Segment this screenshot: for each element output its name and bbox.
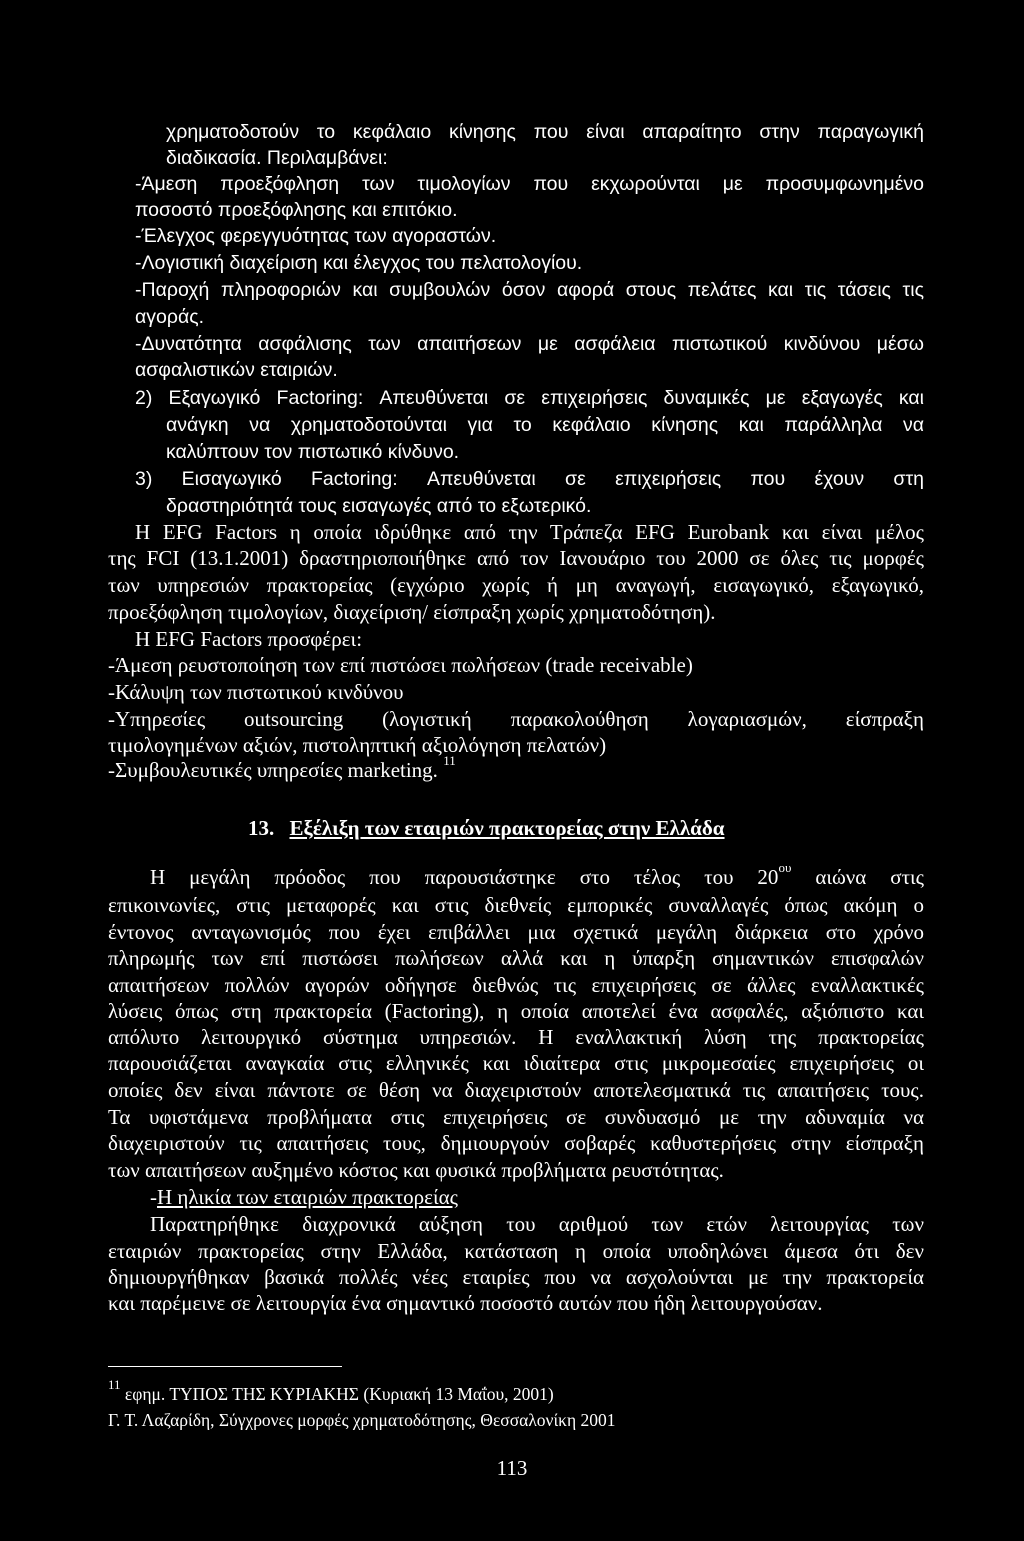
text-fragment: Η μεγάλη πρόοδος που παρουσιάστηκε στο τέλος του 20: [150, 865, 779, 889]
text-line: [108, 753, 456, 783]
text-line: -Παροχή πληροφοριών και συμβουλών όσον αφορά στους πελάτες και τις τάσεις τις: [135, 279, 924, 301]
text-line: και παρέμεινε σε λειτουργία ένα σημαντικό ποσοστό αυτών που ήδη λειτουργούσαν.: [108, 1291, 823, 1315]
text-line: αγοράς.: [135, 306, 205, 328]
section-heading: [248, 815, 725, 841]
text-line: Παρατηρήθηκε διαχρονικά αύξηση του αριθμού των ετών λειτουργίας των: [150, 1212, 924, 1236]
text-line: -Άμεση προεξόφληση των τιμολογίων που εκχωρούνται με προσυμφωνημένο: [135, 173, 924, 195]
text-line: 3) Εισαγωγικό Factoring: Απευθύνεται σε επιχειρήσεις που έχουν στη: [135, 468, 924, 490]
text-line: -Κάλυψη των πιστωτικού κινδύνου: [108, 680, 404, 704]
text-line: πληρωμής των επί πιστώσει πωλήσεων αλλά και η ύπαρξη σημαντικών επισφαλών: [108, 946, 924, 970]
subsection-title: Η ηλικία των εταιριών πρακτορείας: [157, 1185, 458, 1209]
footnote-marker: 11: [108, 1377, 121, 1393]
text-line: τιμολογημένων αξιών, πιστοληπτική αξιολόγηση πελατών): [108, 733, 607, 757]
text-line: -Έλεγχος φερεγγυότητας των αγοραστών.: [135, 225, 497, 247]
section-title: Εξέλιξη των εταιριών πρακτορείας στην Ελλάδα: [289, 816, 725, 840]
text-line: δημιουργήθηκαν βασικά πολλές νέες εταιρίες που να ασχολούνται με την πρακτορεία: [108, 1265, 924, 1289]
text-line: χρηματοδοτούν το κεφάλαιο κίνησης που είναι απαραίτητο στην παραγωγική: [166, 121, 924, 143]
text-line: ποσοστό προεξόφλησης και επιτόκιο.: [135, 199, 458, 221]
text-line: παρουσιάζεται αναγκαία στις ελληνικές και ιδιαίτερα στις μικρομεσαίες επιχειρήσεις οι: [108, 1051, 924, 1075]
text-line: Τα υφιστάμενα προβλήματα στις επιχειρήσεις σε συνδυασμό με την αδυναμία να: [108, 1105, 924, 1129]
text-line: -Υπηρεσίες outsourcing (λογιστική παρακολούθηση λογαριασμών, είσπραξη: [108, 707, 924, 731]
text-line: -Άμεση ρευστοποίηση των επί πιστώσει πωλήσεων (trade receivable): [108, 653, 693, 677]
text-line: Η EFG Factors προσφέρει:: [135, 627, 363, 651]
text-line: καλύπτουν τον πιστωτικό κίνδυνο.: [166, 441, 460, 463]
text-line: των απαιτήσεων αυξημένο κόστος και φυσικά προβλήματα ρευστότητας.: [108, 1158, 724, 1182]
text-line: λύσεις όπως στη πρακτορεία (Factoring), η οποία αποτελεί ένα ασφαλές, αξιόπιστο και: [108, 999, 924, 1023]
footnote-line: Γ. Τ. Λαζαρίδη, Σύγχρονες μορφές χρηματοδότησης, Θεσσαλονίκη 2001: [108, 1410, 616, 1430]
text-line: απόλυτο λειτουργικό σύστημα υπηρεσιών. Η εναλλακτική λύση της πρακτορείας: [108, 1025, 924, 1049]
text-line: ασφαλιστικών εταιριών.: [135, 359, 338, 381]
text-line: των υπηρεσιών πρακτορείας (εγχώριο χωρίς ή μη αναγωγή, εισαγωγικό, εξαγωγικό,: [108, 573, 924, 597]
text-line: -Δυνατότητα ασφάλισης των απαιτήσεων με ασφάλεια πιστωτικού κινδύνου μέσω: [135, 333, 924, 355]
text-line: επικοινωνίες, στις μεταφορές και στις διεθνείς εμπορικές συναλλαγές όπως ακόμη ο: [108, 893, 924, 917]
subsection-heading: [150, 1184, 458, 1210]
subsection-dash: -: [150, 1185, 157, 1209]
footnote-ref: 11: [443, 753, 456, 768]
text-fragment: αιώνα στις: [791, 865, 924, 889]
text-line: εταιριών πρακτορείας στην Ελλάδα, κατάσταση η οποία υποδηλώνει άμεσα ότι δεν: [108, 1239, 924, 1263]
text-line: [150, 860, 924, 890]
text-line: 2) Εξαγωγικό Factoring: Απευθύνεται σε επιχειρήσεις δυναμικές με εξαγωγές και: [135, 387, 924, 409]
text-line: ανάγκη να χρηματοδοτούνται για το κεφάλαιο κίνησης και παράλληλα να: [166, 414, 924, 436]
footnote-divider: [108, 1366, 342, 1367]
text-fragment: -Συμβουλευτικές υπηρεσίες marketing.: [108, 758, 438, 782]
section-number: 13.: [248, 816, 275, 840]
text-line: της FCI (13.1.2001) δραστηριοποιήθηκε από τον Ιανουάριο του 2000 σε όλες τις μορφές: [108, 546, 924, 570]
text-line: -Λογιστική διαχείριση και έλεγχος του πελατολογίου.: [135, 252, 583, 274]
text-line: διαδικασία. Περιλαμβάνει:: [166, 147, 388, 169]
footnote-text: εφημ. ΤΥΠΟΣ ΤΗΣ ΚΥΡΙΑΚΗΣ (Κυριακή 13 Μαΐου, 2001): [120, 1384, 554, 1404]
text-line: δραστηριότητά τους εισαγωγές από το εξωτερικό.: [166, 495, 592, 517]
text-line: Η EFG Factors η οποία ιδρύθηκε από την Τράπεζα EFG Eurobank και είναι μέλος: [135, 520, 924, 544]
page-number: 113: [496, 1456, 528, 1480]
footnote-line: [108, 1377, 554, 1405]
text-line: απαιτήσεων πολλών αγορών οδήγησε διεθνώς τις επιχειρήσεις σε άλλες εναλλακτικές: [108, 973, 924, 997]
superscript: ου: [778, 860, 792, 875]
text-line: διαχειριστούν τις απαιτήσεις τους, δημιουργούν σοβαρές καθυστερήσεις στην είσπραξη: [108, 1131, 924, 1155]
text-line: προεξόφληση τιμολογίων, διαχείριση/ είσπραξη χωρίς χρηματοδότηση).: [108, 600, 716, 624]
text-line: έντονος ανταγωνισμός που έχει επιβάλλει μια σχετικά μεγάλη διάρκεια στο χρόνο: [108, 920, 924, 944]
text-line: οποίες δεν είναι πάντοτε σε θέση να διαχειριστούν αποτελεσματικά τις απαιτήσεις τους.: [108, 1078, 924, 1102]
